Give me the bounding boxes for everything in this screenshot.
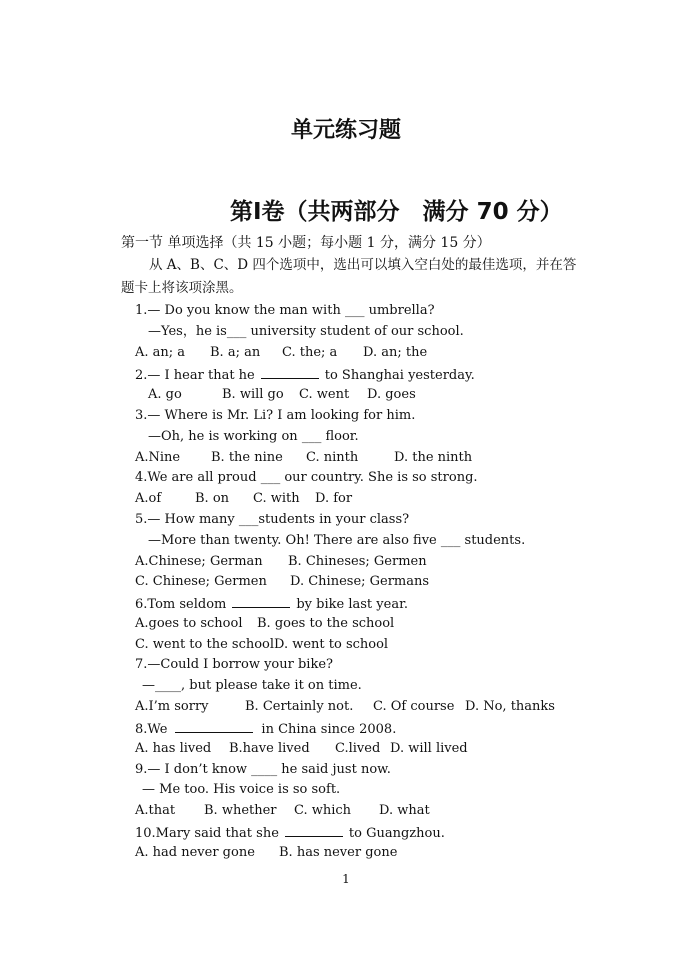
question-line (142, 782, 340, 798)
question-line (148, 387, 416, 403)
page-number: 1 (342, 872, 350, 886)
line-text: —Oh, he is working on ___ floor. (148, 429, 359, 444)
question-line (135, 574, 430, 590)
line-text: B. has never gone (279, 845, 398, 860)
line-text: A. had never gone (135, 845, 255, 860)
question-line (135, 720, 396, 738)
question-line (135, 554, 427, 570)
line-text: C. with (253, 491, 300, 506)
question-line (135, 450, 473, 466)
line-text: C. went to the school (135, 637, 275, 652)
question-line (135, 408, 415, 424)
question-line (135, 741, 468, 757)
line-text: 2.— I hear that he (135, 368, 255, 383)
line-text: D. Chinese; Germans (290, 574, 430, 589)
line-text: A. go (148, 387, 182, 402)
line-text: to Guangzhou. (348, 826, 445, 841)
question-line (135, 637, 389, 653)
question-line (135, 512, 409, 528)
question-line (135, 762, 391, 778)
line-text: B. the nine (211, 450, 283, 465)
line-text: by bike last year. (296, 597, 408, 612)
answer-blank (261, 366, 319, 379)
line-text: D. what (379, 803, 430, 818)
question-line (135, 699, 555, 715)
line-text: in China since 2008. (261, 722, 397, 737)
line-text: A.I’m sorry (135, 699, 209, 714)
answer-blank (285, 824, 343, 837)
instruction-text: 从 A、B、C、D 四个选项中，选出可以填入空白处的最佳选项，并在答题卡上将该项涂黑。 (121, 257, 577, 296)
line-text: A.Chinese; German (135, 554, 263, 569)
line-text: D. goes (367, 387, 416, 402)
line-text: A. has lived (135, 741, 212, 756)
question-line (148, 533, 525, 549)
volume-heading: 第I卷（共两部分 满分 70 分） (230, 199, 563, 225)
question-line (148, 324, 464, 340)
question-line (148, 429, 359, 445)
line-text: 10.Mary said that she (135, 826, 279, 841)
line-text: C.lived (335, 741, 381, 756)
line-text: 5.— How many ___students in your class? (135, 512, 410, 527)
line-text: C. the; a (282, 345, 338, 360)
answer-blank (232, 595, 290, 608)
line-text: 6.Tom seldom (135, 597, 227, 612)
line-text: C. which (294, 803, 352, 818)
line-text: B. Chineses; Germen (288, 554, 427, 569)
question-line (135, 491, 353, 507)
line-text: B.have lived (229, 741, 310, 756)
line-text: C. went (299, 387, 350, 402)
line-text: D. went to school (274, 637, 389, 652)
line-text: A. an; a (135, 345, 186, 360)
line-text: 7.—Could I borrow your bike? (135, 657, 334, 672)
line-text: 9.— I don’t know ____ he said just now. (135, 762, 391, 777)
question-line (135, 616, 395, 632)
line-text: B. will go (222, 387, 284, 402)
question-line (135, 470, 478, 486)
question-line (135, 345, 428, 361)
line-text: 4.We are all proud ___ our country. She is so strong. (135, 470, 478, 485)
line-text: 1.— Do you know the man with ___ umbrella? (135, 303, 435, 318)
question-line (142, 678, 362, 694)
line-text: C. Chinese; Germen (135, 574, 267, 589)
question-line (135, 657, 333, 673)
line-text: B. Certainly not. (245, 699, 354, 714)
line-text: D. No, thanks (465, 699, 555, 714)
question-line (135, 303, 435, 319)
line-text: D. an; the (363, 345, 428, 360)
line-text: —More than twenty. Oh! There are also five ___ students. (148, 533, 526, 548)
section-heading: 第一节 单项选择（共 15 小题；每小题 1 分，满分 15 分） (121, 235, 491, 251)
question-line (135, 366, 475, 384)
line-text: 3.— Where is Mr. Li? I am looking for him. (135, 408, 416, 423)
line-text: —Yes，he is___ university student of our school. (148, 324, 464, 339)
page-title: 单元练习题 (290, 118, 401, 143)
question-line (135, 845, 398, 861)
line-text: B. a; an (210, 345, 261, 360)
line-text: A.of (135, 491, 162, 506)
question-line (135, 803, 430, 819)
line-text: to Shanghai yesterday. (324, 368, 475, 383)
line-text: B. on (195, 491, 230, 506)
question-line (135, 595, 408, 613)
question-line (135, 824, 445, 842)
line-text: D. will lived (390, 741, 468, 756)
line-text: B. goes to the school (257, 616, 395, 631)
line-text: 8.We (135, 722, 168, 737)
line-text: A.that (135, 803, 176, 818)
line-text: C. Of course (373, 699, 455, 714)
line-text: D. the ninth (394, 450, 473, 465)
answer-blank (175, 720, 253, 733)
line-text: —____, but please take it on time. (142, 678, 362, 693)
line-text: B. whether (204, 803, 277, 818)
line-text: A.goes to school (135, 616, 243, 631)
line-text: C. ninth (306, 450, 359, 465)
line-text: D. for (315, 491, 353, 506)
line-text: — Me too. His voice is so soft. (142, 782, 341, 797)
line-text: A.Nine (135, 450, 181, 465)
